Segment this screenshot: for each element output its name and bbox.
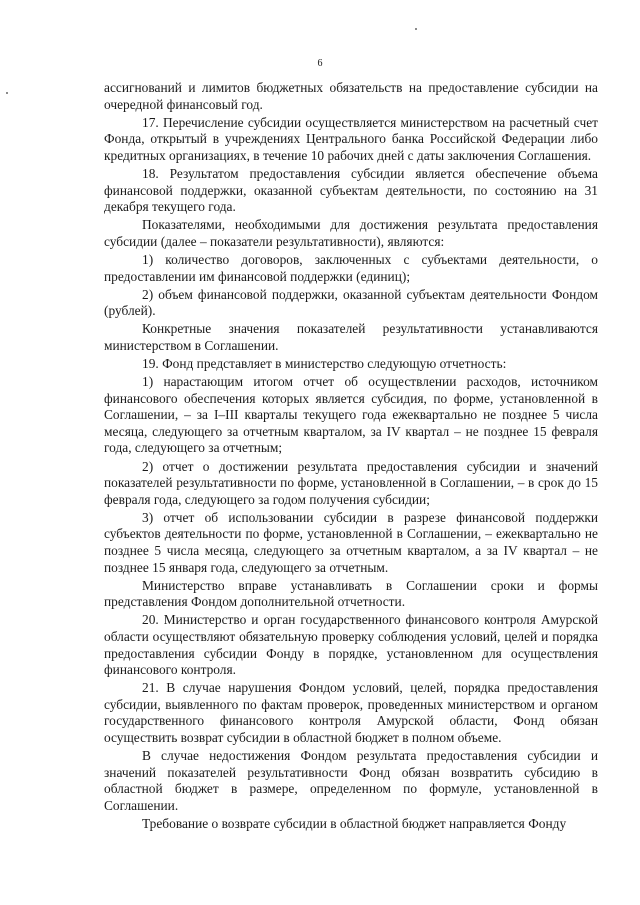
paragraph-clause-17: 17. Перечисление субсидии осуществляется министерством на расчетный счет Фонда, открытый в учреждениях Центрального банка Российской Федерации либо кредитных организациях, в течение 10 рабочих дней с даты заключения Соглашения. bbox=[104, 114, 598, 163]
list-item-expense-report: 1) нарастающим итогом отчет об осуществлении расходов, источником финансового обеспечения которых является субсидия, по форме, установленной в Соглашении, – за I–III кварталы текущего года ежеквартально не позднее 5 числа месяца, следующего за отчетным кварталом, за IV квартал – не позднее 15 февраля года, следующего за отчетным; bbox=[104, 374, 598, 456]
page-number: 6 bbox=[317, 58, 323, 69]
list-item-support-volume: 2) объем финансовой поддержки, оказанной субъектам деятельности Фондом (рублей). bbox=[104, 286, 598, 319]
paragraph-additional-reporting: Министерство вправе устанавливать в Соглашении сроки и формы представления Фондом дополнительной отчетности. bbox=[104, 577, 598, 610]
document-body bbox=[104, 80, 598, 833]
paragraph-clause-18: 18. Результатом предоставления субсидии является обеспечение объема финансовой поддержки, оказанной субъектам деятельности, по состоянию на 31 декабря текущего года. bbox=[104, 165, 598, 215]
list-item-contracts-count: 1) количество договоров, заключенных с субъектами деятельности, о предоставлении им финансовой поддержки (единиц); bbox=[104, 251, 598, 284]
paragraph-clause-21: 21. В случае нарушения Фондом условий, целей, порядка предоставления субсидии, выявленного по фактам проверок, проведенных министерством и органом государственного финансового контроля Амурской области, Фонд обязан осуществить возврат субсидии в областной бюджет в полном объеме. bbox=[104, 680, 598, 746]
paragraph-clause-20: 20. Министерство и орган государственного финансового контроля Амурской области осуществляют обязательную проверку соблюдения условий, целей и порядка предоставления субсидии Фонду в порядке, установленном для осуществления финансового контроля. bbox=[104, 612, 598, 678]
paragraph-indicator-values: Конкретные значения показателей результативности устанавливаются министерством в Соглашении. bbox=[104, 321, 598, 353]
list-item-usage-report: 3) отчет об использовании субсидии в разрезе финансовой поддержки субъектов деятельности по форме, установленной в Соглашении, – ежеквартально не позднее 5 числа месяца, следующего за отчетным кварталом, а за IV квартал – не позднее 15 января года, следующего за отчетным. bbox=[104, 509, 598, 575]
scan-speck bbox=[6, 92, 8, 94]
paragraph-return-demand: Требование о возврате субсидии в областной бюджет направляется Фонду bbox=[142, 816, 567, 832]
paragraph-non-achievement: В случае недостижения Фондом результата предоставления субсидии и значений показателей результативности Фонд обязан возвратить субсидию в областной бюджет в размере, определенном по формуле, установленной в Соглашении. bbox=[104, 748, 598, 813]
paragraph-clause-19: 19. Фонд представляет в министерство следующую отчетность: bbox=[142, 356, 507, 371]
scan-speck bbox=[415, 28, 417, 30]
list-item-result-report: 2) отчет о достижении результата предоставления субсидии и значений показателей результативности по форме, установленной в Соглашении, – в срок до 15 февраля года, следующего за годом получения субсидии; bbox=[104, 458, 598, 507]
paragraph-indicators-intro: Показателями, необходимыми для достижения результата предоставления субсидии (далее – показатели результативности), являются: bbox=[104, 217, 598, 249]
paragraph-continuation: ассигнований и лимитов бюджетных обязательств на предоставление субсидии на очередной финансовый год. bbox=[104, 80, 598, 112]
